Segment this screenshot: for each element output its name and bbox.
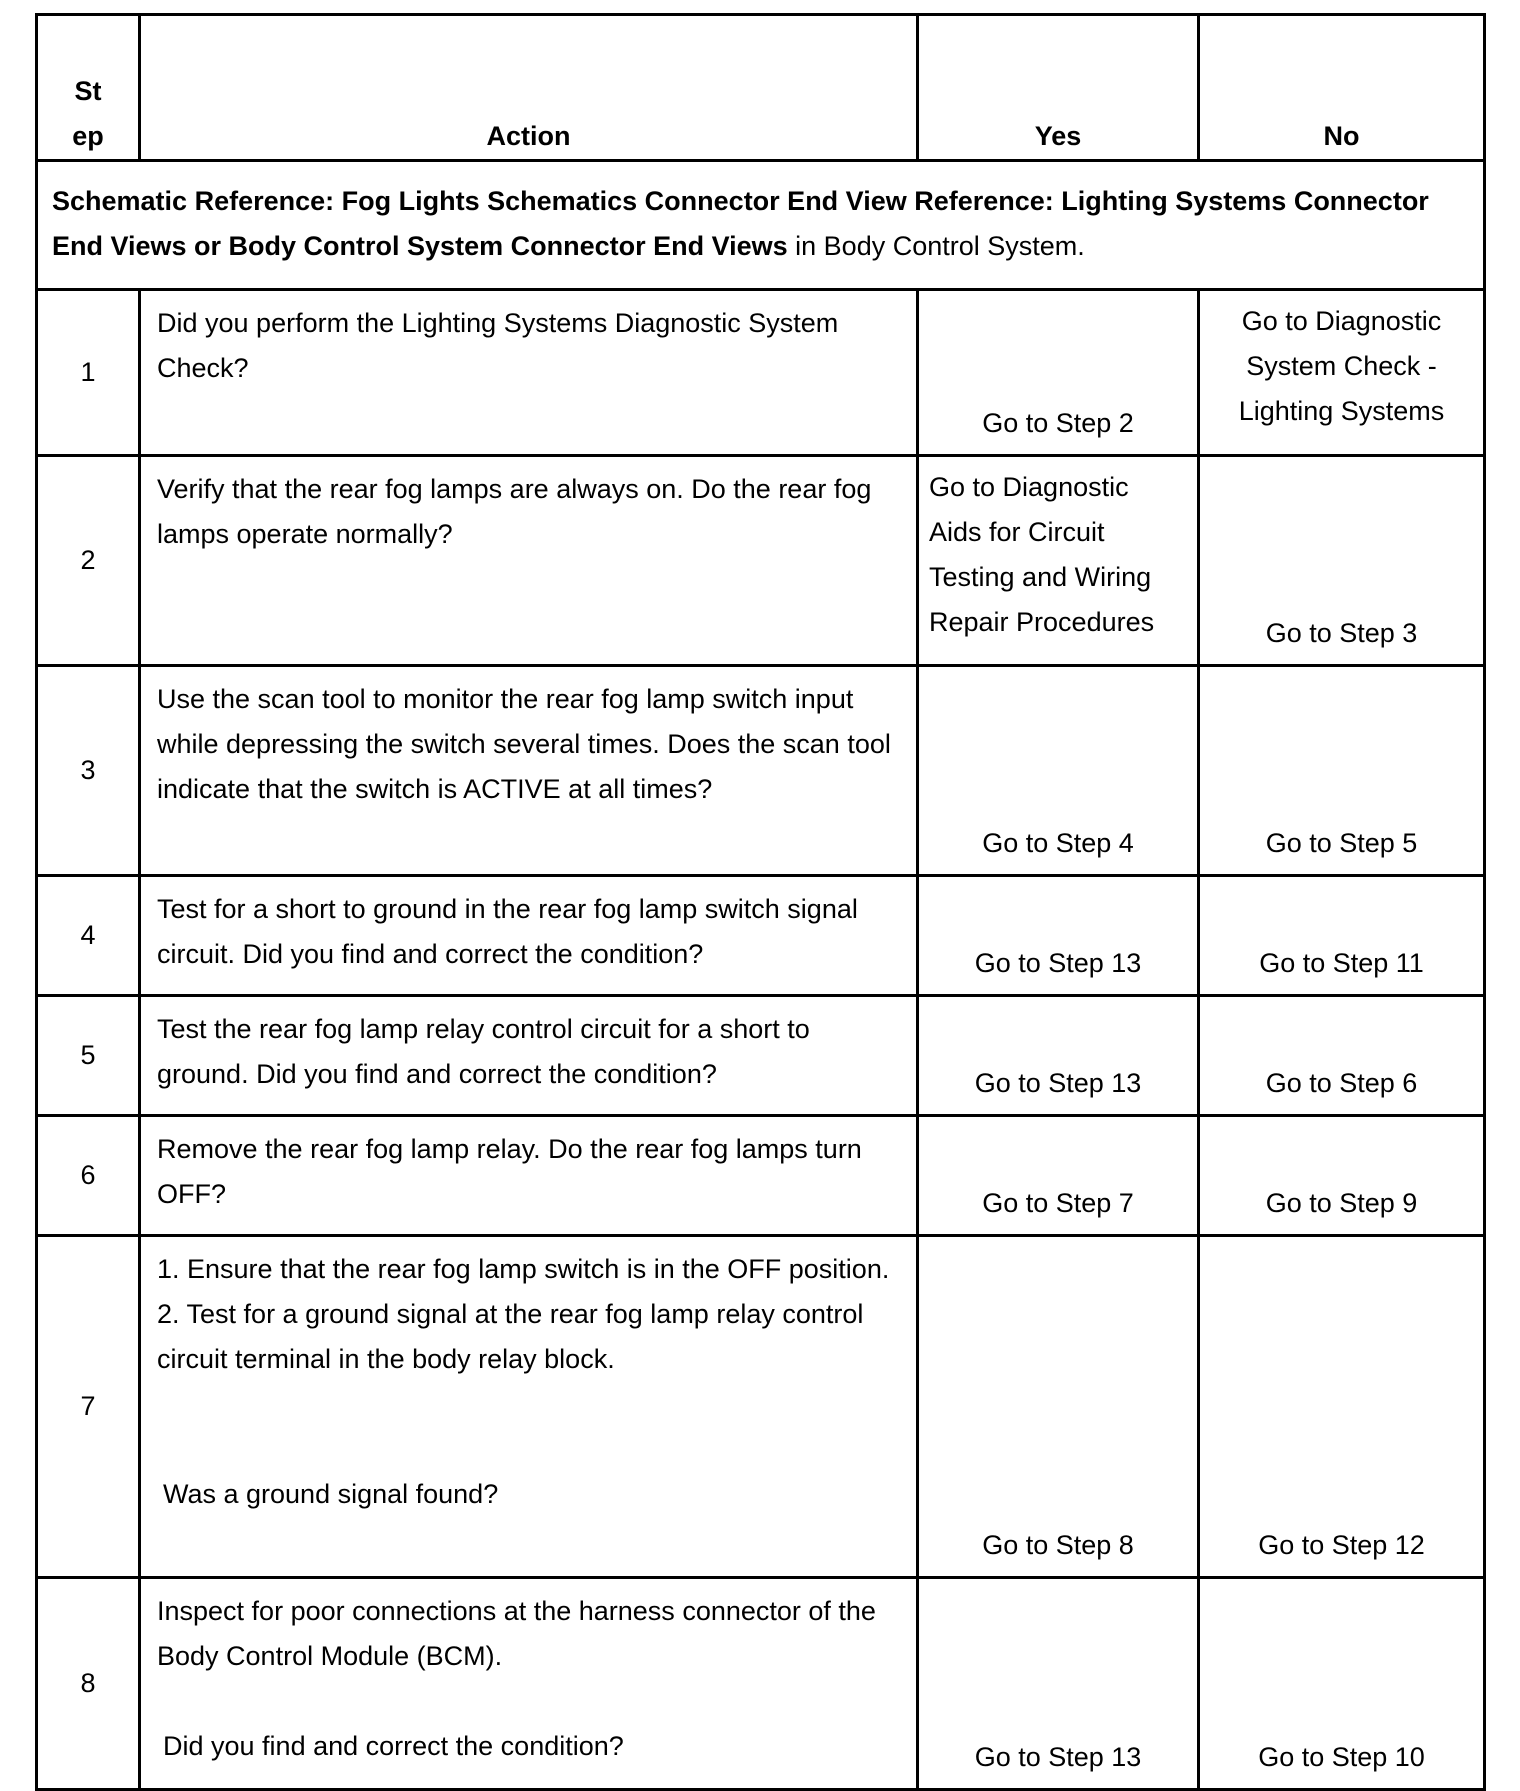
yes-result: Go to Step 7 [918, 1116, 1199, 1236]
yes-result: Go to Step 8 [918, 1236, 1199, 1578]
table-row [37, 876, 1485, 996]
action-text: Test for a short to ground in the rear fog lamp switch signal circuit. Did you find and correct the condition? [140, 876, 918, 996]
table-row [37, 456, 1485, 666]
step-number: 2 [37, 456, 140, 666]
table-row [37, 996, 1485, 1116]
yes-result: Go to Step 4 [918, 666, 1199, 876]
step-number: 6 [37, 1116, 140, 1236]
no-result: Go to Step 3 [1199, 456, 1485, 666]
header-row [37, 15, 1485, 161]
step-number: 1 [37, 290, 140, 456]
action-text: Use the scan tool to monitor the rear fog lamp switch input while depressing the switch several times. Does the scan tool indicate that the switch is ACTIVE at all times? [140, 666, 918, 876]
header-action: Action [140, 15, 918, 161]
action-question: Was a ground signal found? [163, 1479, 499, 1509]
action-cell [140, 1578, 918, 1790]
action-text: Inspect for poor connections at the harness connector of the Body Control Module (BCM). [157, 1596, 876, 1671]
yes-result: Go to Step 2 [918, 290, 1199, 456]
yes-result: Go to Step 13 [918, 996, 1199, 1116]
no-result: Go to Step 12 [1199, 1236, 1485, 1578]
table-row [37, 1116, 1485, 1236]
action-list-item: 2. Test for a ground signal at the rear fog lamp relay control circuit terminal in the body relay block. [157, 1299, 864, 1374]
step-number: 5 [37, 996, 140, 1116]
action-text: Test the rear fog lamp relay control circuit for a short to ground. Did you find and correct the condition? [140, 996, 918, 1116]
table-row [37, 666, 1485, 876]
action-text: Verify that the rear fog lamps are always on. Do the rear fog lamps operate normally? [140, 456, 918, 666]
table-row [37, 1578, 1485, 1790]
header-yes: Yes [918, 15, 1199, 161]
spacer [157, 1679, 900, 1724]
diagnostic-table [35, 13, 1486, 1791]
step-number: 7 [37, 1236, 140, 1578]
reference-row [37, 161, 1485, 290]
header-no: No [1199, 15, 1485, 161]
yes-result-text: Go to Diagnostic Aids for Circuit Testing and Wiring Repair Procedures [929, 472, 1155, 637]
spacer [157, 1382, 900, 1472]
no-result [1199, 290, 1485, 456]
step-number: 3 [37, 666, 140, 876]
no-result: Go to Step 6 [1199, 996, 1485, 1116]
action-text: Remove the rear fog lamp relay. Do the rear fog lamps turn OFF? [140, 1116, 918, 1236]
yes-result: Go to Step 13 [918, 876, 1199, 996]
action-text: Did you perform the Lighting Systems Diagnostic System Check? [140, 290, 918, 456]
step-number: 8 [37, 1578, 140, 1790]
step-number: 4 [37, 876, 140, 996]
action-cell [140, 1236, 918, 1578]
reference-plain-text: in Body Control System. [787, 231, 1085, 261]
action-question: Did you find and correct the condition? [163, 1731, 624, 1761]
header-step: St ep [37, 15, 140, 161]
no-result: Go to Step 10 [1199, 1578, 1485, 1790]
table-row [37, 290, 1485, 456]
no-result-text: Go to Diagnostic System Check - Lighting Systems [1238, 306, 1445, 426]
reference-bold-text: Schematic Reference: Fog Lights Schematics Connector End View Reference: Lighting Systems Connector End Views or Body Control System Connector End Views [52, 186, 1429, 261]
reference-cell [37, 161, 1485, 290]
no-result: Go to Step 9 [1199, 1116, 1485, 1236]
no-result: Go to Step 5 [1199, 666, 1485, 876]
yes-result [918, 456, 1199, 666]
yes-result: Go to Step 13 [918, 1578, 1199, 1790]
table-row [37, 1236, 1485, 1578]
action-list-item: 1. Ensure that the rear fog lamp switch is in the OFF position. [157, 1254, 890, 1284]
no-result: Go to Step 11 [1199, 876, 1485, 996]
